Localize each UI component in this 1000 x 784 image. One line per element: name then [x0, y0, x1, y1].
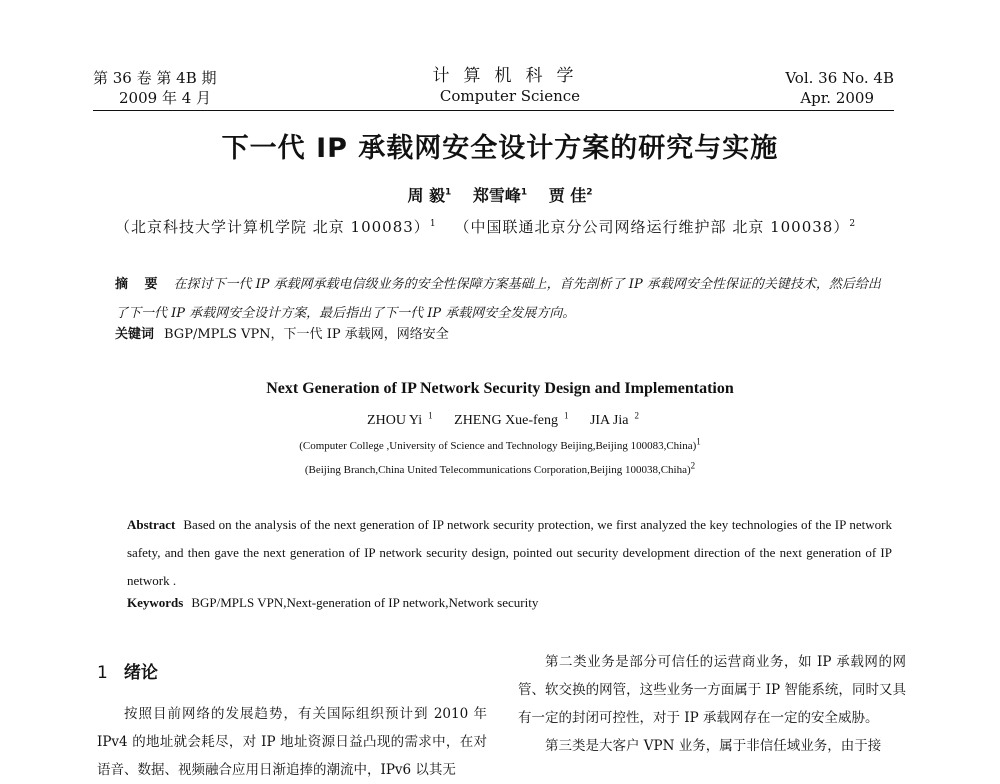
body-right-paragraph-1: 第二类业务是部分可信任的运营商业务，如 IP 承载网的网管、软交换的网管，这些业务一方面属于 IP 智能系统，同时又具有一定的封闭可控性，对于 IP 承载网存在一定的安全威胁。	[518, 654, 906, 726]
affiliations-cn	[115, 216, 856, 237]
keywords-en-label: Keywords	[127, 595, 184, 610]
affiliation-en-2: (Beijing Branch,China United Telecommunications Corporation,Beijing 100038,Chiha)$^2$	[304, 460, 696, 476]
abstract-en-label: Abstract	[127, 517, 176, 532]
paper-title-cn: 下一代 IP 承载网安全设计方案的研究与实施	[221, 133, 779, 164]
abstract-cn-label: 摘 要	[115, 277, 164, 292]
affiliation-cn-1: （北京科技大学计算机学院 北京 100083）$^1$	[115, 218, 437, 236]
header-volume-en-block	[785, 68, 894, 108]
keywords-en-text: BGP/MPLS VPN,Next-generation of IP network,Network security	[191, 595, 539, 610]
section-number: 1	[97, 663, 108, 683]
body-left-column: 按照目前网络的发展趋势，有关国际组织预计到 2010 年 IPv4 的地址就会耗尽，对 IP 地址资源日益凸现的需求中，在对语音、数据、视频融合应用日渐追捧的潮流中，IPv6 以其无	[97, 706, 487, 778]
author-cn-3: 贾 佳$^2$	[548, 186, 593, 205]
paper-title-en: Next Generation of IP Network Security Design and Implementation	[266, 380, 734, 397]
header-journal	[400, 66, 620, 106]
authors-en	[0, 410, 1000, 429]
header-volume-cn: 第 36 卷 第 4B 期	[93, 69, 217, 87]
header-volume-en: Vol. 36 No. 4B	[785, 69, 894, 87]
abstract-cn	[115, 270, 885, 328]
keywords-cn-label: 关键词	[115, 327, 155, 342]
author-cn-2: 郑雪峰$^1$	[472, 186, 528, 205]
affiliation-en-1: (Computer College ,University of Science and Technology Beijing,Beijing 100083,China)$^1$	[299, 436, 701, 452]
author-cn-1: 周 毅$^1$	[407, 186, 452, 205]
authors-cn	[0, 183, 1000, 206]
header-divider	[93, 110, 894, 111]
abstract-en	[127, 511, 892, 595]
author-en-2: ZHENG Xue-feng $^1$	[454, 410, 569, 428]
author-en-3: JIA Jia $^2$	[589, 410, 639, 428]
journal-name-cn: 计算机科学	[432, 66, 588, 86]
header-date-en: Apr. 2009	[800, 89, 874, 107]
affiliation-cn-2: （中国联通北京分公司网络运行维护部 北京 100038）$^2$	[454, 218, 857, 236]
abstract-en-text: Based on the analysis of the next generation of IP network security protection, we first analyzed the key technologies of the IP network safety, and then gave the next generation of IP network security design, pointed out security development direction of the next generation of IP network .	[127, 517, 892, 588]
keywords-cn	[115, 325, 449, 345]
abstract-cn-text: 在探讨下一代 IP 承载网承载电信级业务的安全性保障方案基础上，首先剖析了 IP 承载网安全性保证的关键技术，然后给出了下一代 IP 承载网安全设计方案，最后指出了下一代 IP 承载网安全发展方向。	[115, 277, 881, 321]
section-title: 绪论	[123, 663, 158, 683]
author-en-1: ZHOU Yi $^1$	[367, 410, 433, 428]
header-date-cn: 2009 年 4 月	[119, 89, 212, 107]
header-volume-issue	[93, 68, 217, 108]
body-right-paragraph-2: 第三类是大客户 VPN 业务，属于非信任域业务，由于接	[545, 738, 882, 754]
body-right-column	[518, 648, 906, 760]
keywords-en	[127, 595, 538, 611]
section-heading	[97, 658, 158, 683]
keywords-cn-text: BGP/MPLS VPN，下一代 IP 承载网，网络安全	[164, 327, 449, 342]
journal-name-en: Computer Science	[439, 87, 581, 105]
